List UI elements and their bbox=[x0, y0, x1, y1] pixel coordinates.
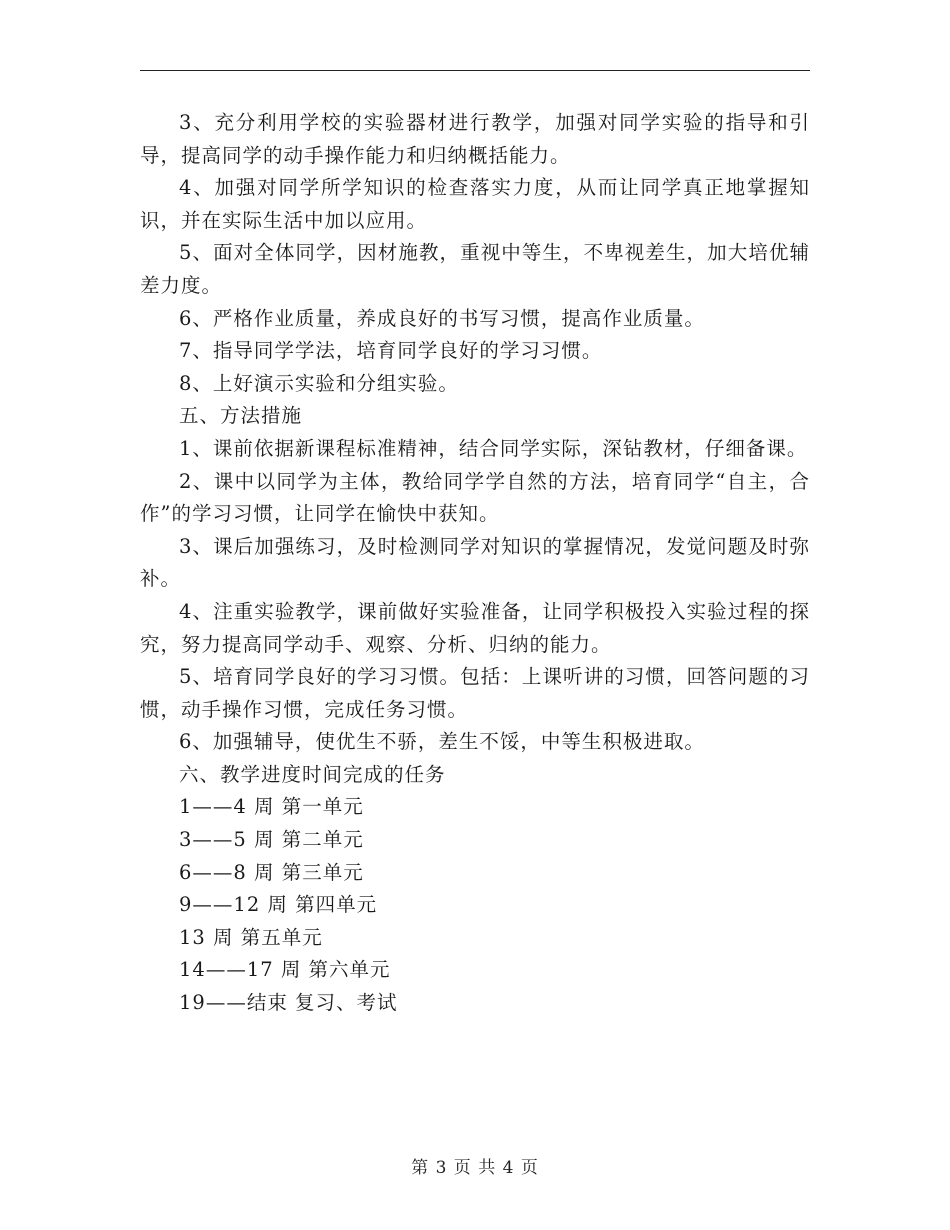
schedule-item: 19——结束 复习、考试 bbox=[179, 991, 398, 1015]
paragraph: 3、课后加强练习，及时检测同学对知识的掌握情况，发觉问题及时弥补。 bbox=[140, 534, 810, 591]
paragraph: 6、严格作业质量，养成良好的书写习惯，提高作业质量。 bbox=[179, 306, 705, 330]
section-heading: 六、教学进度时间完成的任务 bbox=[179, 762, 446, 786]
schedule-item: 13 周 第五单元 bbox=[179, 925, 323, 949]
paragraph: 4、加强对同学所学知识的检查落实力度，从而让同学真正地掌握知识，并在实际生活中加以应用。 bbox=[140, 176, 810, 232]
paragraph: 1、课前依据新课程标准精神，结合同学实际，深钻教材，仔细备课。 bbox=[179, 436, 808, 460]
section-heading: 五、方法措施 bbox=[179, 404, 303, 428]
header-rule bbox=[140, 70, 810, 71]
paragraph: 4、注重实验教学，课前做好实验准备，让同学积极投入实验过程的探究，努力提高同学动手、观察、分析、归纳的能力。 bbox=[140, 599, 810, 656]
paragraph: 7、指导同学学法，培育同学良好的学习习惯。 bbox=[179, 339, 603, 363]
paragraph: 6、加强辅导，使优生不骄，差生不馁，中等生积极进取。 bbox=[179, 730, 705, 754]
schedule-item: 1——4 周 第一单元 bbox=[179, 795, 364, 819]
document-body bbox=[140, 107, 810, 1020]
schedule-item: 3——5 周 第二单元 bbox=[179, 828, 364, 852]
paragraph: 5、培育同学良好的学习习惯。包括：上课听讲的习惯，回答问题的习惯，动手操作习惯，完成任务习惯。 bbox=[140, 665, 810, 721]
paragraph: 8、上好演示实验和分组实验。 bbox=[179, 371, 459, 395]
paragraph: 3、充分利用学校的实验器材进行教学，加强对同学实验的指导和引导，提高同学的动手操作能力和归纳概括能力。 bbox=[140, 111, 810, 167]
schedule-item: 14——17 周 第六单元 bbox=[179, 958, 391, 982]
schedule-item: 6——8 周 第三单元 bbox=[179, 860, 364, 884]
paragraph: 5、面对全体同学，因材施教，重视中等生，不卑视差生，加大培优辅差力度。 bbox=[140, 241, 810, 297]
paragraph: 2、课中以同学为主体，教给同学学自然的方法，培育同学“自主，合作”的学习习惯，让同学在愉快中获知。 bbox=[140, 469, 810, 526]
schedule-item: 9——12 周 第四单元 bbox=[179, 893, 378, 917]
page-number-footer: 第 3 页 共 4 页 bbox=[411, 1158, 539, 1178]
